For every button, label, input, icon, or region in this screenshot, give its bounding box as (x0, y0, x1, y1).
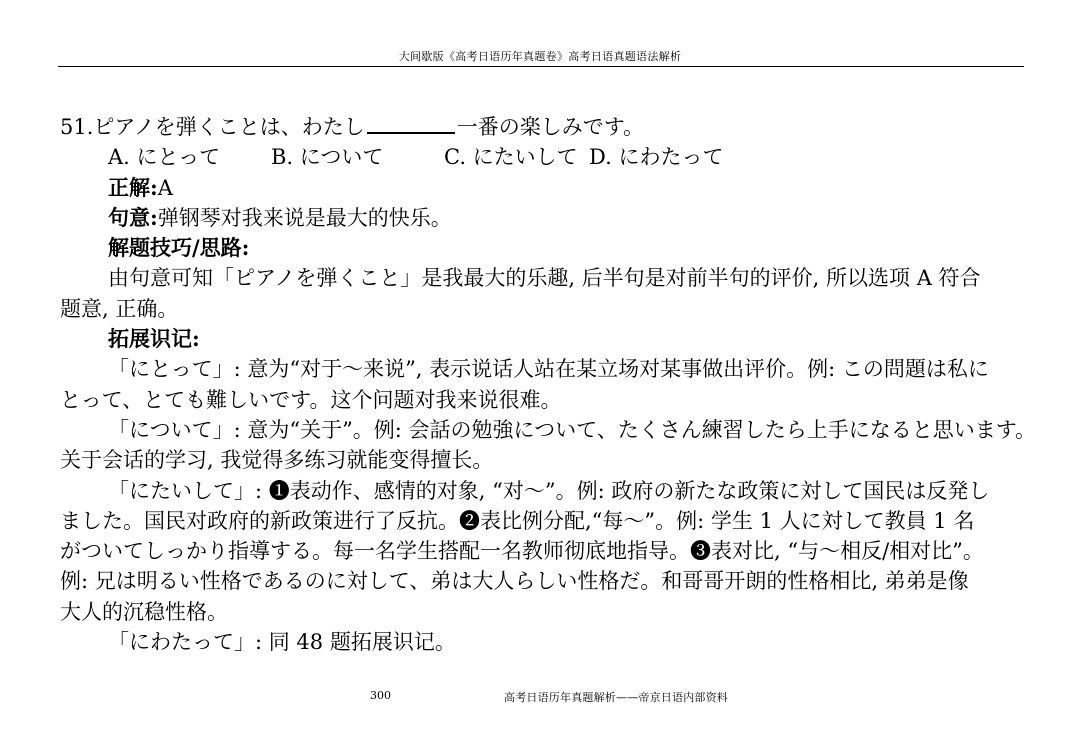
footer-text: 高考日语历年真题解析——帝京日语内部资料 (504, 691, 728, 704)
extension-nitsuite-line-1: 「について」: 意为“关于”。例: 会話の勉強について、たくさん練習したら上手になると思います。 (108, 417, 1037, 442)
option-b: B. について (271, 145, 384, 170)
extension-heading (60, 324, 1022, 354)
extension-nitaishite-line-2: ました。国民对政府的新政策进行了反抗。❷表比例分配,“每～”。例: 学生 1 人に対して教員 1 名 (60, 508, 975, 533)
meaning-label: 句意: (108, 204, 158, 230)
tips-heading (60, 233, 1022, 263)
meaning-line (60, 203, 1022, 233)
extension-nitaishite-line-5: 大人的沉稳性格。 (60, 599, 228, 624)
question-options (60, 142, 1022, 172)
meaning-text: 弹钢琴对我来说是最大的快乐。 (157, 205, 452, 230)
page-header: 大间歇版《高考日语历年真题卷》高考日语真题语法解析 (398, 50, 682, 63)
option-d: D. にわたって (589, 145, 724, 170)
question-stem-after: 一番の楽しみです。 (456, 115, 645, 139)
header-divider (58, 66, 1024, 67)
question-stem (60, 112, 1022, 142)
extension-nitotte-line-2: とって、とても難しいです。这个问题对我来说很难。 (60, 387, 562, 412)
extension-label: 拓展识记: (108, 326, 200, 352)
page-number: 300 (370, 689, 391, 702)
extension-niwatatte-line-1: 「にわたって」: 同 48 题拓展识记。 (108, 630, 456, 655)
tips-label: 解题技巧/思路: (108, 235, 250, 261)
extension-nitaishite-line-4: 例: 兄は明るい性格であるのに対して、弟は大人らしい性格だ。和哥哥开朗的性格相比, 弟弟是像 (60, 569, 969, 594)
option-c: C. にたいして (444, 145, 578, 170)
extension-nitotte-line-1: 「にとって」: 意为“对于～来说”, 表示说话人站在某立场对某事做出评价。例: この問題は私に (108, 357, 989, 382)
extension-nitaishite-line-3: がついてしっかり指導する。每一名学生搭配一名教师彻底地指导。❸表对比, “与～相反/相对比”。 (60, 539, 984, 564)
page-body (60, 112, 1037, 657)
answer-label: 正解: (108, 174, 158, 200)
answer-value: A (157, 175, 173, 200)
tips-text-line-2: 题意, 正确。 (60, 296, 179, 321)
question-stem-before: 51.ピアノを弾くことは、わたし (60, 115, 365, 139)
tips-text-line-1: 由句意可知「ピアノを弾くこと」是我最大的乐趣, 后半句是对前半句的评价, 所以选项 A 符合 (108, 266, 981, 291)
extension-nitsuite-line-2: 关于会话的学习, 我觉得多练习就能变得擅长。 (60, 448, 494, 473)
extension-nitaishite-line-1: 「にたいして」: ❶表动作、感情的对象, “对～”。例: 政府の新たな政策に対して国民は反発し (108, 478, 990, 503)
answer-blank (367, 114, 455, 134)
answer-line (60, 173, 1022, 203)
option-a: A. にとって (108, 145, 221, 170)
